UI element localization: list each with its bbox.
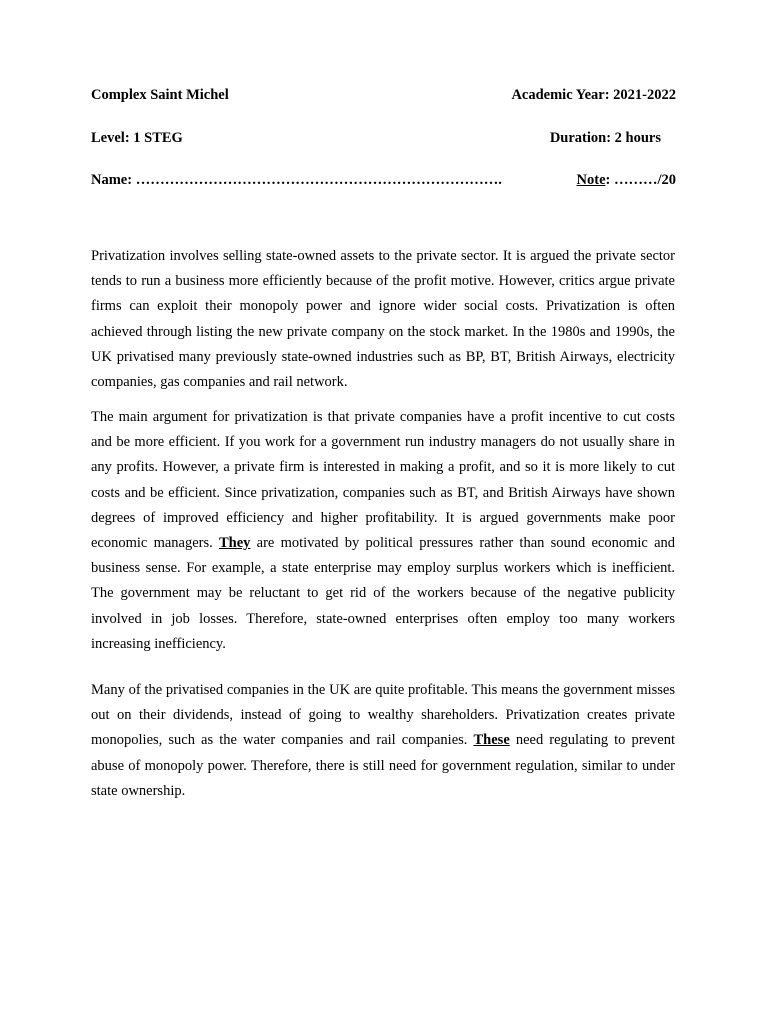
- paragraph-1: Privatization involves selling state-owned assets to the private sector. It is argued the private sector tends to run a business more efficiently because of the profit motive. However, critics argue private firms can exploit their monopoly power and ignore wider social costs. Privatization is often achieved through listing the new private company on the stock market. In the 1980s and 1990s, the UK privatised many previously state-owned industries such as BP, BT, British Airways, electricity companies, gas companies and rail network.: [91, 248, 675, 391]
- level: Level: 1 STEG: [91, 130, 183, 146]
- paragraph-2: [91, 405, 675, 657]
- school-name: Complex Saint Michel: [91, 87, 229, 103]
- reference-word-they: They: [219, 535, 251, 552]
- student-name-line: Name: ………………………………………………………………….: [91, 172, 502, 188]
- note-label: Note: [576, 172, 606, 188]
- academic-year: Academic Year: 2021-2022: [511, 87, 676, 103]
- note-value: : ………/20: [605, 172, 676, 188]
- reference-word-these: These: [473, 732, 510, 749]
- duration: Duration: 2 hours: [549, 130, 661, 146]
- paragraph-3-part-2: need regulating to prevent abuse of monopoly power. Therefore, there is still need for government regulation, similar to under state ownership.: [91, 732, 675, 799]
- paragraph-3: [91, 678, 675, 804]
- note-field: [577, 171, 676, 189]
- paragraph-2-part-1: The main argument for privatization is that private companies have a profit incentive to cut costs and be more efficient. If you work for a government run industry managers do not usually share in any profits. However, a private firm is interested in making a profit, and so it is more likely to cut costs and be efficient. Since privatization, companies such as BT, and British Airways have shown degrees of improved efficiency and higher profitability. It is argued governments make poor economic managers.: [91, 409, 675, 552]
- paragraph-3-part-1: Many of the privatised companies in the UK are quite profitable. This means the government misses out on their dividends, instead of going to wealthy shareholders. Privatization creates private monopolies, such as the water companies and rail companies.: [91, 682, 675, 749]
- paragraph-2-part-2: are motivated by political pressures rather than sound economic and business sense. For example, a state enterprise may employ surplus workers which is inefficient. The government may be reluctant to get rid of the workers because of the negative publicity involved in job losses. Therefore, state-owned enterprises often employ too many workers increasing inefficiency.: [91, 535, 676, 652]
